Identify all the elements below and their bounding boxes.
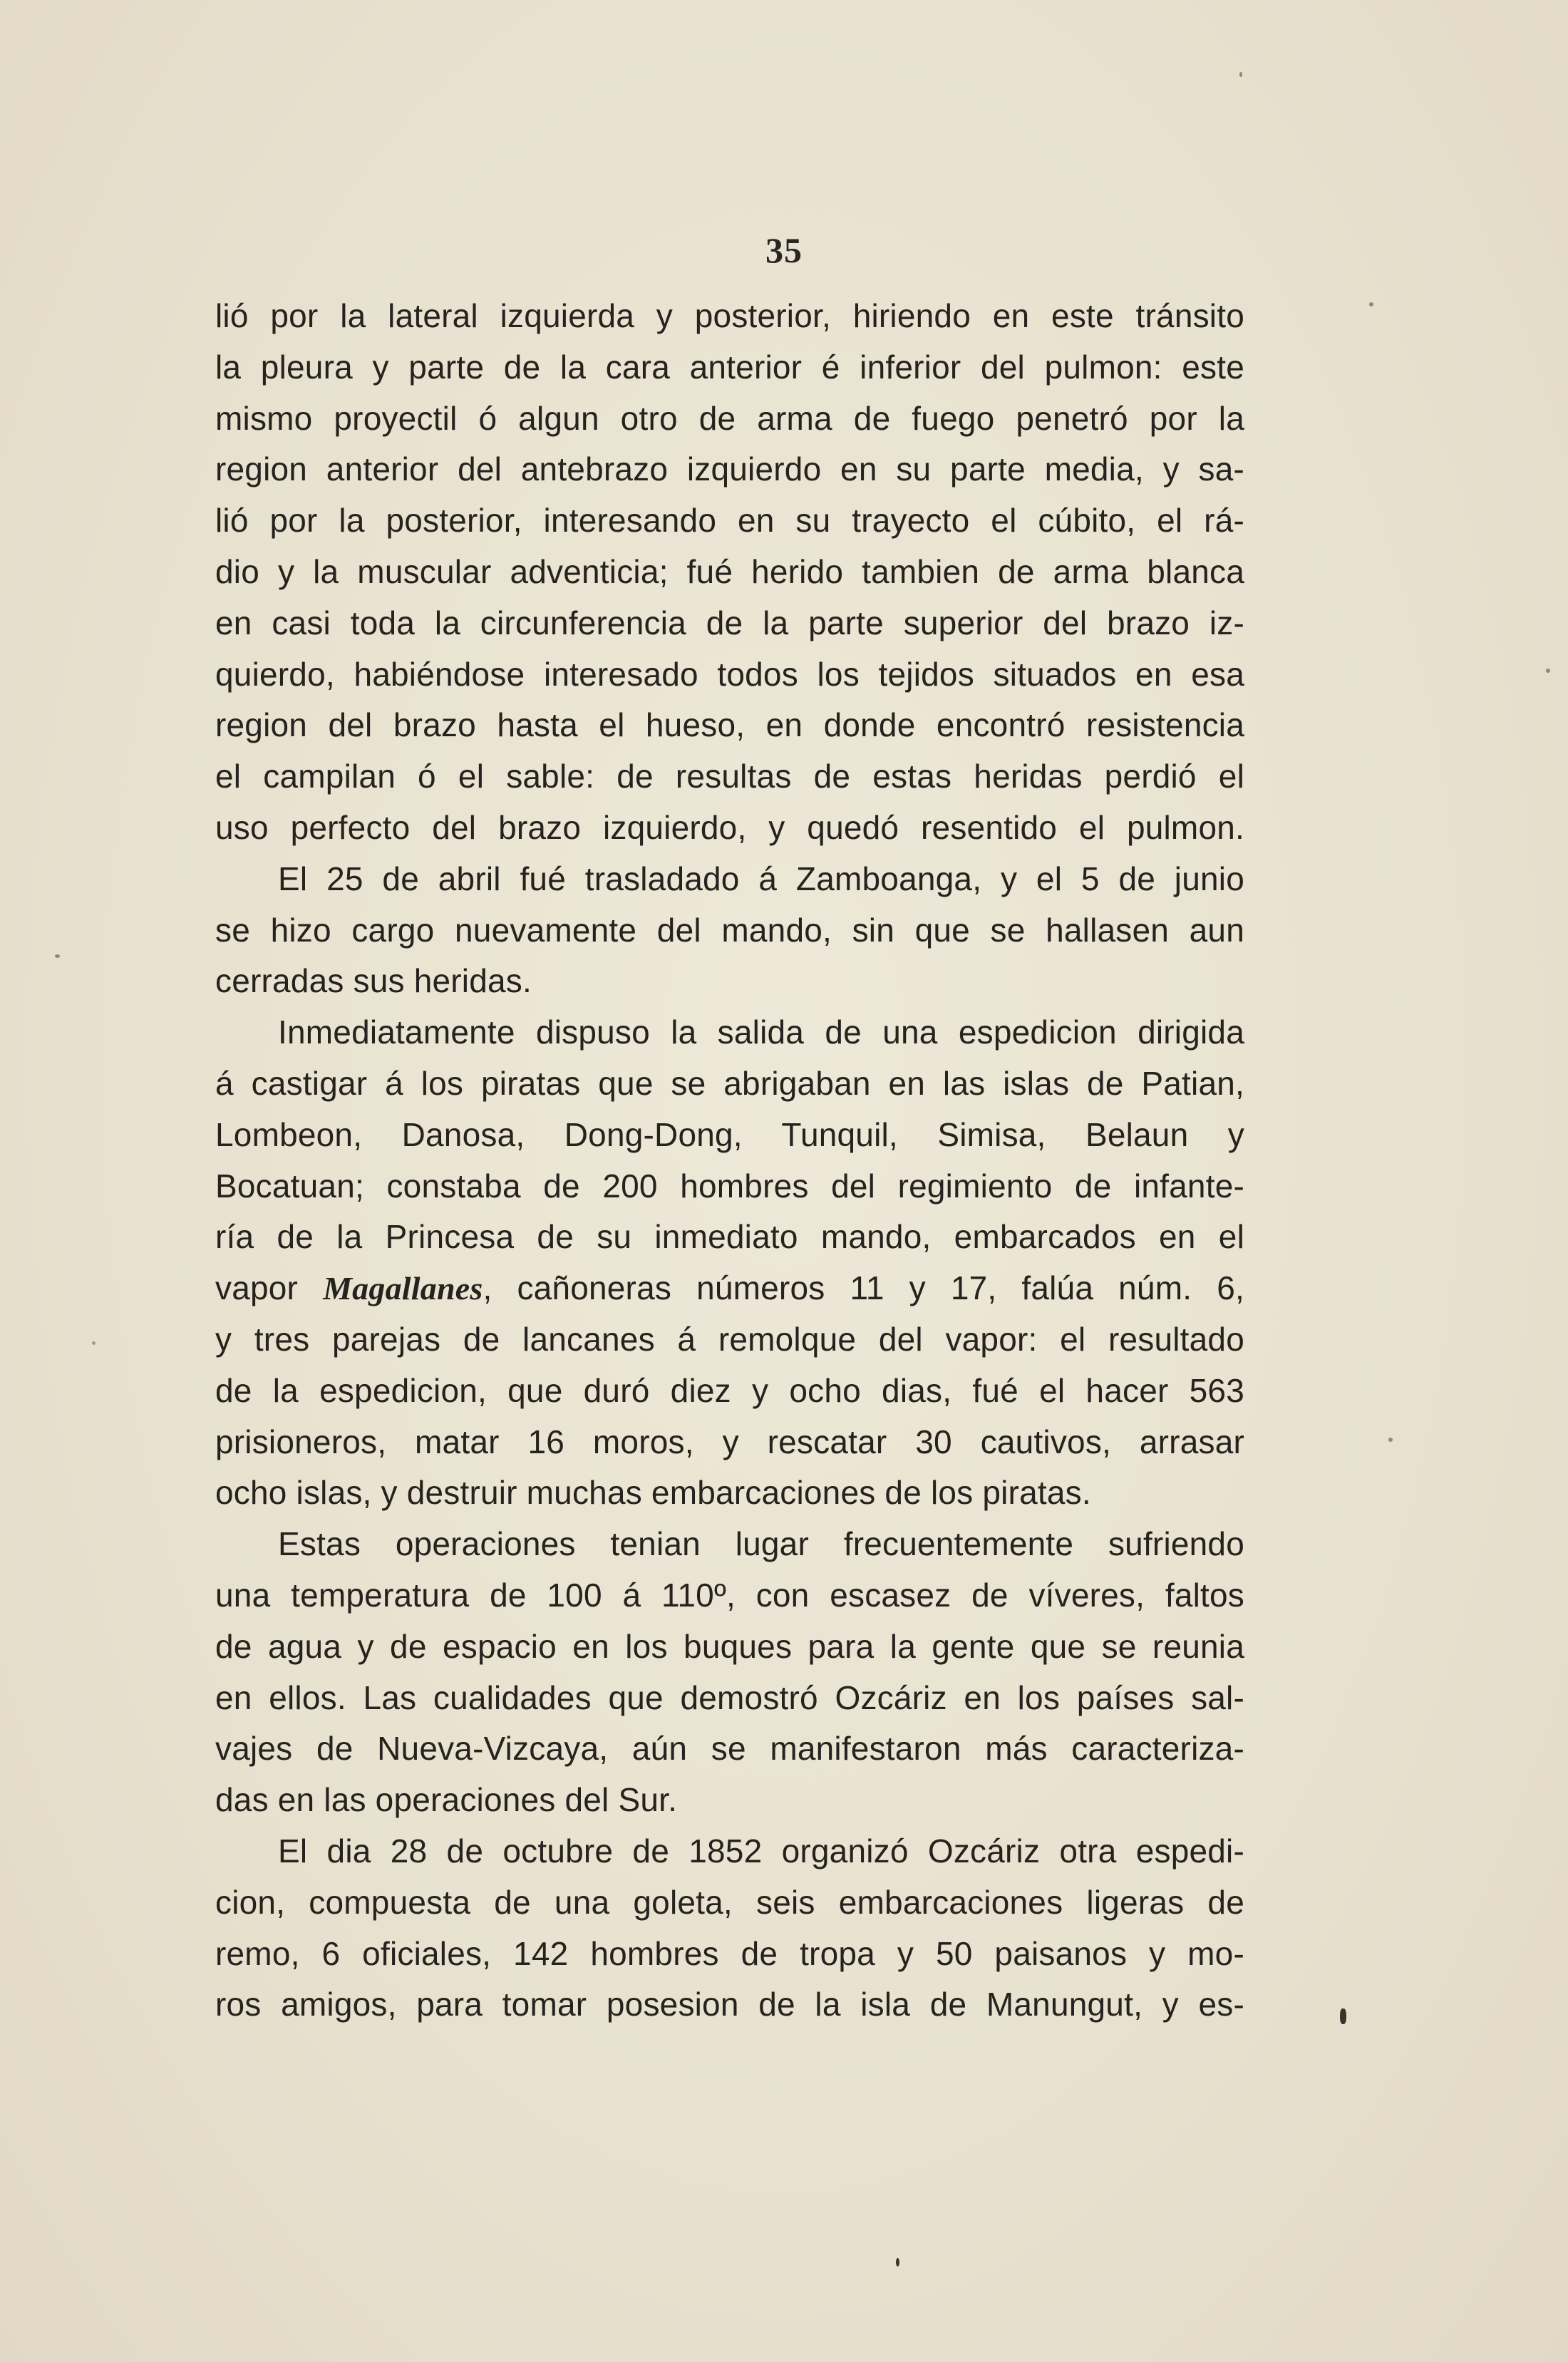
text-line: en casi toda la circunferencia de la parte superior del brazo iz-	[215, 604, 1244, 641]
text-line: Inmediatamente dispuso la salida de una espedicion dirigida	[278, 1014, 1244, 1051]
ink-speck	[1388, 1438, 1393, 1442]
text-line: el campilan ó el sable: de resultas de estas heridas perdió el	[215, 758, 1244, 795]
text-line: mismo proyectil ó algun otro de arma de fuego penetró por la	[215, 399, 1244, 437]
text-line: prisioneros, matar 16 moros, y rescatar 30 cautivos, arrasar	[215, 1423, 1244, 1460]
text-line: cion, compuesta de una goleta, seis embarcaciones ligeras de	[215, 1883, 1244, 1921]
text-line: ros amigos, para tomar posesion de la isla de Manungut, y es-	[215, 1986, 1244, 2023]
body-text	[215, 291, 1244, 2031]
ink-speck	[1369, 302, 1373, 306]
text-line: dio y la muscular adventicia; fué herido tambien de arma blanca	[215, 552, 1244, 590]
text-line: cerradas sus heridas.	[215, 962, 532, 1000]
text-line: Estas operaciones tenian lugar frecuentemente sufriendo	[278, 1525, 1244, 1563]
text-line: y tres parejas de lancanes á remolque del vapor: el resultado	[215, 1320, 1244, 1358]
ink-speck	[92, 1341, 96, 1345]
ink-speck	[1239, 72, 1242, 77]
text-line	[215, 1263, 1244, 1314]
text-line: ocho islas, y destruir muchas embarcaciones de los piratas.	[215, 1474, 1091, 1512]
text-line: á castigar á los piratas que se abrigaban en las islas de Patian,	[215, 1064, 1244, 1102]
page-number: 35	[765, 230, 803, 270]
text-line: una temperatura de 100 á 110º, con escasez de víveres, faltos	[215, 1576, 1244, 1614]
text-line: Bocatuan; constaba de 200 hombres del regimiento de infante-	[215, 1167, 1244, 1205]
text-line: uso perfecto del brazo izquierdo, y quedó resentido el pulmon.	[215, 808, 1244, 846]
text-line: lió por la lateral izquierda y posterior, hiriendo en este tránsito	[215, 297, 1244, 334]
text-line: Lombeon, Danosa, Dong-Dong, Tunquil, Simisa, Belaun y	[215, 1115, 1244, 1153]
text-segment: vapor	[215, 1269, 324, 1307]
ink-speck	[896, 2258, 899, 2266]
text-line: region anterior del antebrazo izquierdo en su parte media, y sa-	[215, 450, 1244, 488]
ship-name: Magallanes	[323, 1270, 483, 1307]
ink-speck	[55, 954, 60, 958]
text-line: la pleura y parte de la cara anterior é inferior del pulmon: este	[215, 348, 1244, 386]
text-line: en ellos. Las cualidades que demostró Ozcáriz en los países sal-	[215, 1678, 1244, 1716]
ink-speck	[1340, 2008, 1346, 2024]
text-line: se hizo cargo nuevamente del mando, sin que se hallasen aun	[215, 911, 1244, 949]
text-line: El 25 de abril fué trasladado á Zamboanga, y el 5 de junio	[278, 860, 1244, 897]
text-line: quierdo, habiéndose interesado todos los tejidos situados en esa	[215, 655, 1244, 693]
text-line: lió por la posterior, interesando en su trayecto el cúbito, el rá-	[215, 502, 1244, 540]
text-line: de la espedicion, que duró diez y ocho dias, fué el hacer 563	[215, 1371, 1244, 1409]
text-line: El dia 28 de octubre de 1852 organizó Ozcáriz otra espedi-	[278, 1832, 1244, 1870]
text-line: vajes de Nueva-Vizcaya, aún se manifestaron más caracteriza-	[215, 1730, 1244, 1768]
text-line: de agua y de espacio en los buques para la gente que se reunia	[215, 1627, 1244, 1665]
ink-speck	[1546, 669, 1550, 673]
text-segment: , cañoneras números 11 y 17, falúa núm. 6,	[483, 1269, 1244, 1307]
text-line: ría de la Princesa de su inmediato mando, embarcados en el	[215, 1218, 1244, 1256]
text-line: region del brazo hasta el hueso, en donde encontró resistencia	[215, 706, 1244, 744]
text-line: remo, 6 oficiales, 142 hombres de tropa y 50 paisanos y mo-	[215, 1934, 1244, 1972]
text-line: das en las operaciones del Sur.	[215, 1781, 678, 1819]
